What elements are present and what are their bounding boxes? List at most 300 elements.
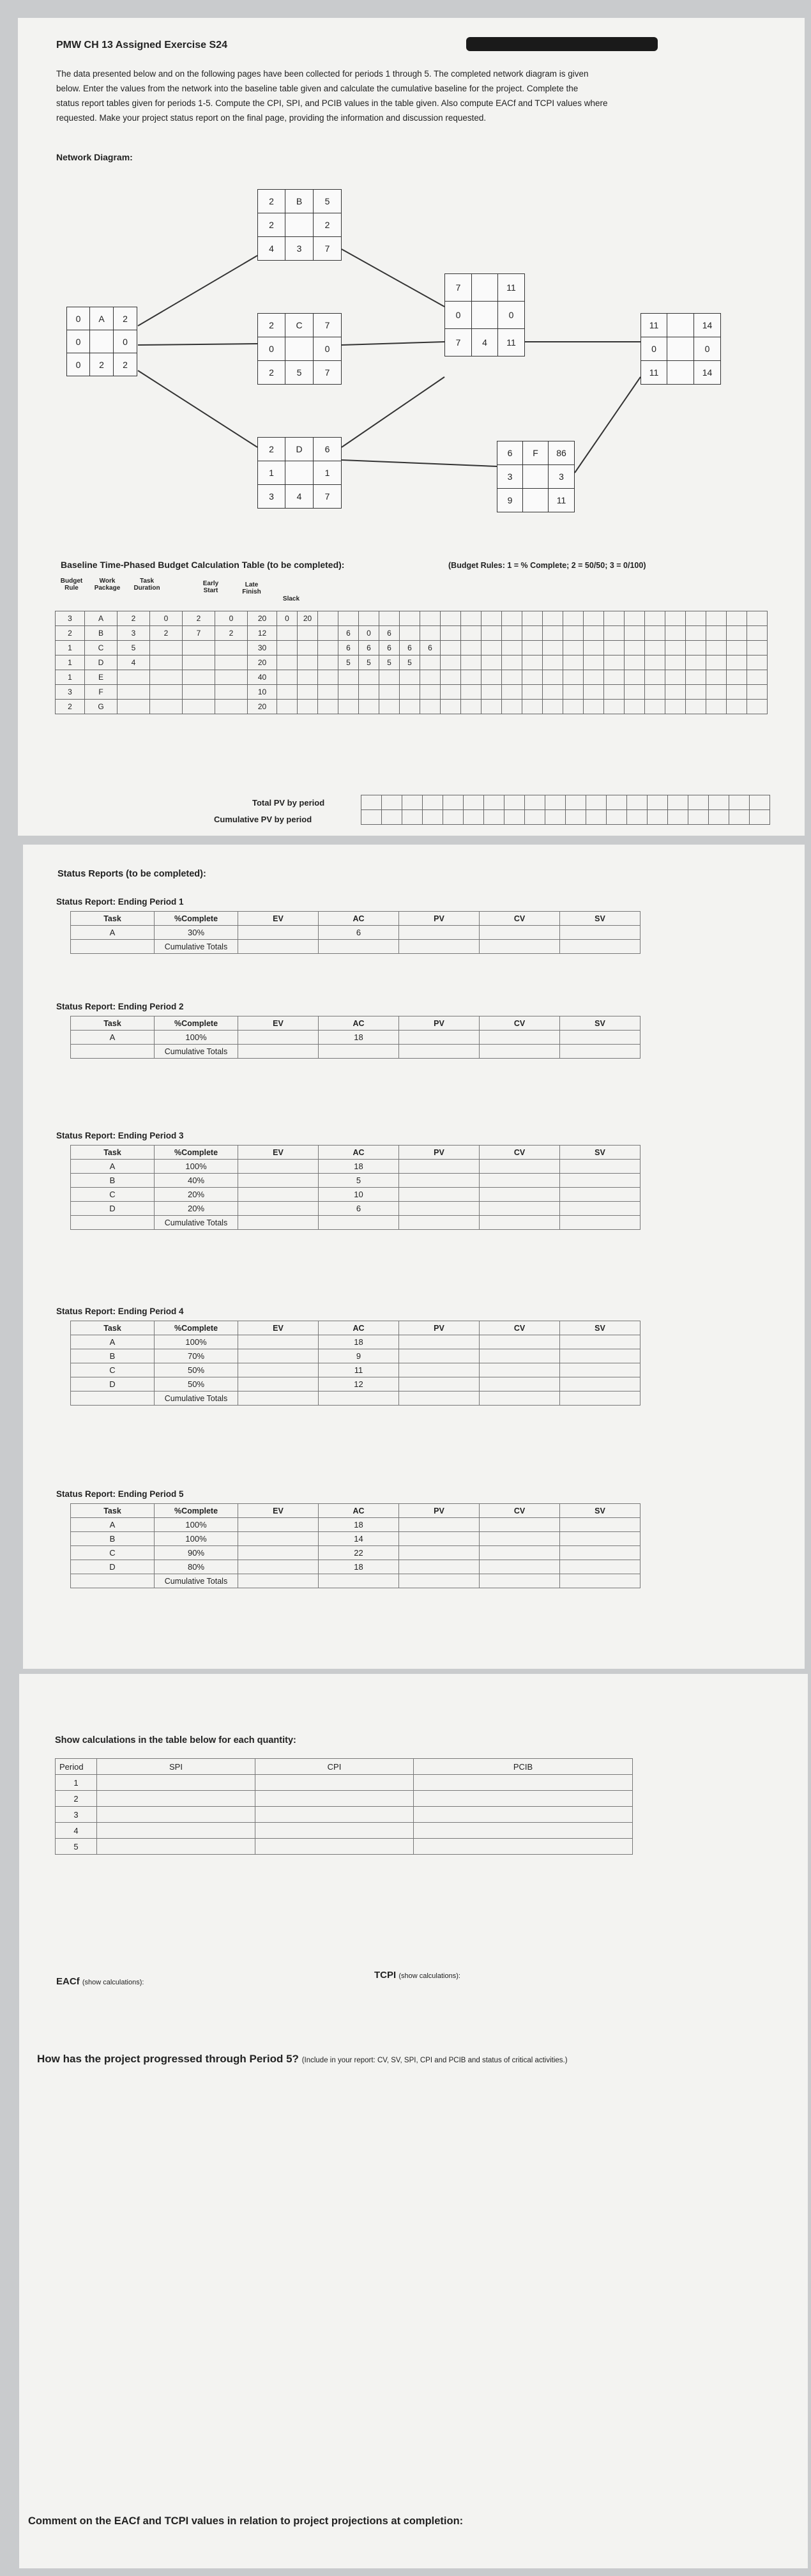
baseline-period-cell [604, 641, 625, 656]
status-cv [480, 1532, 560, 1546]
status-pv [399, 1349, 480, 1363]
baseline-period-cell [645, 656, 665, 670]
node-a-id: A [89, 307, 114, 330]
baseline-work-package: C [85, 641, 117, 656]
status-ev [238, 1160, 319, 1174]
status-header-col_ev: EV [238, 1016, 319, 1031]
baseline-period-cell [645, 626, 665, 641]
status-header-col_pct: %Complete [155, 1016, 238, 1031]
status-pv [399, 1160, 480, 1174]
pv-row [361, 795, 770, 810]
status-pv [399, 1560, 480, 1574]
baseline-period-cell [543, 611, 563, 626]
node-c-ef: 7 [313, 313, 342, 337]
baseline-period-cell [400, 670, 420, 685]
baseline-period-cell [625, 670, 645, 685]
status-report-table [70, 1145, 640, 1230]
status-row [71, 1518, 640, 1532]
status-header-col_sv: SV [560, 912, 640, 926]
intro-line: requested. Make your project status report on the final page, providing the information and discussion requested. [56, 113, 487, 123]
node-a-ef: 2 [113, 307, 137, 330]
status-cum-cell [480, 940, 560, 954]
status-ac: 5 [319, 1174, 399, 1188]
eac-note: (show calculations): [82, 1979, 144, 1986]
baseline-row [56, 685, 768, 700]
baseline-slack [215, 656, 248, 670]
status-cum-cell [480, 1392, 560, 1406]
node-f-slack-center [522, 464, 549, 489]
baseline-period-cell [277, 700, 298, 714]
baseline-budget-rule: 1 [56, 670, 85, 685]
baseline-period-cell [481, 641, 502, 656]
baseline-period-cell [338, 700, 359, 714]
status-ev [238, 1174, 319, 1188]
pv-cell [750, 795, 770, 810]
pv-cell [484, 810, 504, 825]
node-f-slack-right: 3 [548, 464, 575, 489]
status-pct: 80% [155, 1560, 238, 1574]
status-cum-label: Cumulative Totals [155, 940, 238, 954]
status-row [71, 1532, 640, 1546]
baseline-period-cell [298, 626, 318, 641]
baseline-period-cell [706, 641, 727, 656]
node-f-slack-left: 3 [497, 464, 523, 489]
calc-pcib [414, 1807, 633, 1823]
status-cv [480, 1363, 560, 1377]
baseline-period-cell [441, 626, 461, 641]
baseline-period-cell [584, 685, 604, 700]
node-a-es: 0 [66, 307, 90, 330]
status-header-col_ac: AC [319, 1146, 399, 1160]
node-a-slack-right: 0 [113, 330, 137, 353]
node-c-ls: 2 [257, 360, 285, 385]
baseline-period-cell [481, 626, 502, 641]
baseline-period-cell: 0 [359, 626, 379, 641]
baseline-period-cell [522, 685, 543, 700]
pv-cell [402, 795, 423, 810]
status-pv [399, 1377, 480, 1392]
pv-cell [464, 810, 484, 825]
pv-cell [709, 810, 729, 825]
baseline-slack [215, 700, 248, 714]
pv-cell [443, 795, 464, 810]
node-g-es: 11 [640, 313, 667, 337]
baseline-work-package: D [85, 656, 117, 670]
baseline-slack [215, 670, 248, 685]
status-report-table [70, 911, 640, 954]
baseline-period-cell [706, 685, 727, 700]
baseline-period-cell [645, 685, 665, 700]
report-comment: Comment on the EACf and TCPI values in relation to project projections at completion: [28, 2515, 464, 2527]
status-pv [399, 1532, 480, 1546]
baseline-task-duration: 4 [117, 656, 150, 670]
baseline-slack [215, 685, 248, 700]
node-e-lf: 11 [497, 328, 525, 356]
calc-spi [97, 1823, 255, 1839]
node-c-duration: 5 [285, 360, 314, 385]
baseline-period-cell [522, 670, 543, 685]
baseline-budget: 20 [248, 611, 277, 626]
calc-header-pcib: PCIB [414, 1759, 633, 1775]
node-c-id: C [285, 313, 314, 337]
status-task: C [71, 1363, 155, 1377]
baseline-period-cell [502, 641, 522, 656]
baseline-early-start [150, 670, 183, 685]
pv-row [361, 810, 770, 825]
pv-cell [607, 795, 627, 810]
baseline-period-cell [461, 685, 481, 700]
node-d-lf: 7 [313, 484, 342, 509]
edge-a-d [138, 371, 257, 447]
baseline-budget-rule: 3 [56, 685, 85, 700]
baseline-period-cell [400, 626, 420, 641]
calc-cpi [255, 1839, 414, 1855]
node-c-es: 2 [257, 313, 285, 337]
node-e-es: 7 [444, 273, 472, 302]
node-e-slack-right: 0 [497, 301, 525, 329]
status-ev [238, 1349, 319, 1363]
status-header-col_task: Task [71, 1016, 155, 1031]
status-pv [399, 1363, 480, 1377]
status-pv [399, 1518, 480, 1532]
node-b-es: 2 [257, 189, 285, 213]
baseline-period-cell [277, 626, 298, 641]
baseline-period-cell [318, 611, 338, 626]
pv-cell [382, 810, 402, 825]
status-cum-cell [399, 940, 480, 954]
pv-cell [484, 795, 504, 810]
status-header-col_sv: SV [560, 1504, 640, 1518]
status-cum-blank [71, 940, 155, 954]
status-cum-cell [560, 1045, 640, 1059]
baseline-early-start [150, 641, 183, 656]
node-f-id: F [522, 441, 549, 465]
baseline-period-cell [645, 670, 665, 685]
header-budget-rule: Budget Rule [60, 578, 83, 592]
baseline-period-cell [543, 656, 563, 670]
status-header-col_cv: CV [480, 1016, 560, 1031]
pv-cell [627, 795, 648, 810]
node-b-slack-right: 2 [313, 213, 342, 237]
baseline-period-cell [665, 670, 686, 685]
status-row [71, 1363, 640, 1377]
baseline-period-cell [318, 626, 338, 641]
header-early-start: Early Start [202, 580, 219, 594]
pv-cell [443, 810, 464, 825]
baseline-period-cell [298, 641, 318, 656]
status-cum-cell [399, 1574, 480, 1588]
node-a-slack-left: 0 [66, 330, 90, 353]
eac-label: EACf (show calculations): [56, 1976, 144, 1987]
calc-header-cpi: CPI [255, 1759, 414, 1775]
baseline-period-cell [584, 670, 604, 685]
pv-cell [750, 810, 770, 825]
status-sv [560, 1546, 640, 1560]
baseline-period-cell [665, 611, 686, 626]
baseline-period-cell: 6 [400, 641, 420, 656]
status-header-col_pct: %Complete [155, 1504, 238, 1518]
status-header-row [71, 912, 640, 926]
header-late-finish: Late Finish [242, 581, 261, 595]
baseline-period-cell [338, 611, 359, 626]
status-cv [480, 1560, 560, 1574]
baseline-period-cell [400, 685, 420, 700]
baseline-task-duration: 5 [117, 641, 150, 656]
baseline-period-cell: 0 [277, 611, 298, 626]
status-sv [560, 926, 640, 940]
status-cv [480, 1377, 560, 1392]
baseline-period-cell [379, 670, 400, 685]
status-header-col_task: Task [71, 1146, 155, 1160]
status-cum-cell [319, 940, 399, 954]
status-sv [560, 1335, 640, 1349]
calc-row [56, 1823, 633, 1839]
status-cum-cell [560, 1216, 640, 1230]
pv-cell [729, 810, 750, 825]
baseline-period-cell [727, 641, 747, 656]
status-cv [480, 1349, 560, 1363]
status-sv [560, 1031, 640, 1045]
baseline-early-start: 0 [150, 611, 183, 626]
status-pct: 100% [155, 1532, 238, 1546]
baseline-period-cell [686, 641, 706, 656]
baseline-period-cell [298, 700, 318, 714]
tcpi-label: TCPI (show calculations): [374, 1970, 460, 1981]
node-f-ef: 86 [548, 441, 575, 465]
pv-cell [545, 795, 566, 810]
baseline-period-cell [665, 626, 686, 641]
pv-cell [648, 795, 668, 810]
baseline-early-start [150, 656, 183, 670]
calc-row [56, 1839, 633, 1855]
calc-row [56, 1791, 633, 1807]
baseline-period-cell [747, 700, 768, 714]
status-header-col_task: Task [71, 912, 155, 926]
baseline-period-cell [686, 670, 706, 685]
status-sv [560, 1560, 640, 1574]
baseline-period-cell [543, 626, 563, 641]
node-g-slack-left: 0 [640, 337, 667, 361]
status-cumulative-row [71, 1216, 640, 1230]
status-pv [399, 1031, 480, 1045]
calc-row [56, 1807, 633, 1823]
status-header-row [71, 1146, 640, 1160]
calc-spi [97, 1807, 255, 1823]
status-header-col_cv: CV [480, 1504, 560, 1518]
pv-cell [688, 810, 709, 825]
baseline-slack: 2 [215, 626, 248, 641]
status-sv [560, 1202, 640, 1216]
baseline-budget: 20 [248, 656, 277, 670]
baseline-period-cell [625, 685, 645, 700]
baseline-period-cell [522, 626, 543, 641]
node-d-es: 2 [257, 437, 285, 461]
baseline-period-cell [359, 685, 379, 700]
status-cum-cell [399, 1216, 480, 1230]
status-pct: 100% [155, 1160, 238, 1174]
baseline-period-cell [645, 700, 665, 714]
status-row [71, 1377, 640, 1392]
baseline-period-cell [277, 685, 298, 700]
baseline-period-cell [461, 641, 481, 656]
baseline-period-cell [481, 685, 502, 700]
status-row [71, 1174, 640, 1188]
baseline-period-cell [747, 641, 768, 656]
baseline-work-package: A [85, 611, 117, 626]
node-b-ef: 5 [313, 189, 342, 213]
baseline-period-cell [502, 670, 522, 685]
status-ev [238, 1031, 319, 1045]
calc-period: 3 [56, 1807, 97, 1823]
node-g-lf: 14 [694, 360, 721, 385]
report-question: How has the project progressed through Period 5? (Include in your report: CV, SV, SPI, CPI and PCIB and status of critical activities.) [37, 2053, 568, 2065]
node-e-duration: 4 [471, 328, 498, 356]
status-task: C [71, 1188, 155, 1202]
node-f-lf: 11 [548, 488, 575, 512]
status-task: C [71, 1546, 155, 1560]
baseline-row [56, 641, 768, 656]
baseline-period-cell: 6 [338, 626, 359, 641]
status-report-title: Status Report: Ending Period 5 [56, 1489, 184, 1499]
pv-rows [361, 795, 770, 825]
baseline-row [56, 626, 768, 641]
status-header-row [71, 1504, 640, 1518]
baseline-period-cell [420, 611, 441, 626]
baseline-period-cell [522, 611, 543, 626]
status-ac: 18 [319, 1560, 399, 1574]
node-g-slack-center [667, 337, 694, 361]
status-task: D [71, 1560, 155, 1574]
calc-period: 5 [56, 1839, 97, 1855]
status-ev [238, 1363, 319, 1377]
baseline-period-cell [604, 656, 625, 670]
calc-spi [97, 1791, 255, 1807]
baseline-period-cell [563, 685, 584, 700]
node-g-ef: 14 [694, 313, 721, 337]
status-ac: 9 [319, 1349, 399, 1363]
baseline-table [55, 611, 768, 714]
status-row [71, 1335, 640, 1349]
node-d-slack-right: 1 [313, 461, 342, 485]
status-pct: 50% [155, 1363, 238, 1377]
baseline-period-cell [727, 685, 747, 700]
status-title: Status Reports (to be completed): [57, 869, 206, 879]
baseline-period-cell [727, 670, 747, 685]
calc-spi [97, 1775, 255, 1791]
status-cum-cell [480, 1216, 560, 1230]
baseline-period-cell [584, 700, 604, 714]
baseline-period-cell [665, 685, 686, 700]
intro-line: The data presented below and on the following pages have been collected for periods 1 through 5. The completed network diagram is given [56, 69, 589, 79]
baseline-period-cell [318, 641, 338, 656]
baseline-late-finish [183, 685, 215, 700]
status-sv [560, 1532, 640, 1546]
calc-cpi [255, 1775, 414, 1791]
node-g-duration [667, 360, 694, 385]
node-d-slack-center [285, 461, 314, 485]
baseline-period-cell [441, 611, 461, 626]
status-header-col_ac: AC [319, 1504, 399, 1518]
status-header-col_ev: EV [238, 1321, 319, 1335]
pv-cell [402, 810, 423, 825]
status-row [71, 1188, 640, 1202]
status-ev [238, 1377, 319, 1392]
baseline-title: Baseline Time-Phased Budget Calculation Table (to be completed): [61, 560, 345, 570]
baseline-period-cell [420, 656, 441, 670]
baseline-period-cell [420, 700, 441, 714]
status-header-col_ac: AC [319, 1016, 399, 1031]
baseline-task-duration [117, 700, 150, 714]
baseline-period-cell [298, 656, 318, 670]
status-sv [560, 1518, 640, 1532]
status-cum-cell [319, 1045, 399, 1059]
status-header-col_pv: PV [399, 1504, 480, 1518]
status-task: B [71, 1349, 155, 1363]
baseline-period-cell [727, 700, 747, 714]
baseline-period-cell [584, 656, 604, 670]
baseline-row [56, 670, 768, 685]
baseline-period-cell [665, 656, 686, 670]
status-task: A [71, 1160, 155, 1174]
node-g-id [667, 313, 694, 337]
baseline-budget: 20 [248, 700, 277, 714]
pv-cell [504, 795, 525, 810]
node-d-slack-left: 1 [257, 461, 285, 485]
node-c-slack-left: 0 [257, 337, 285, 361]
report-question-note: (Include in your report: CV, SV, SPI, CPI and PCIB and status of critical activities.) [301, 2057, 568, 2064]
node-e-id [471, 273, 498, 302]
intro-line: below. Enter the values from the network into the baseline table given and calculate the cumulative baseline for the project. Complete the [56, 84, 579, 93]
baseline-period-cell [625, 656, 645, 670]
baseline-period-cell [543, 700, 563, 714]
status-header-col_ac: AC [319, 912, 399, 926]
node-d-ls: 3 [257, 484, 285, 509]
status-cum-cell [238, 1574, 319, 1588]
baseline-work-package: E [85, 670, 117, 685]
node-a-lf: 2 [113, 353, 137, 376]
baseline-early-start [150, 685, 183, 700]
budget-rules: (Budget Rules: 1 = % Complete; 2 = 50/50; 3 = 0/100) [448, 561, 646, 570]
status-ev [238, 1546, 319, 1560]
pv-cell [361, 810, 382, 825]
baseline-task-duration [117, 685, 150, 700]
status-cum-blank [71, 1045, 155, 1059]
status-task: A [71, 926, 155, 940]
baseline-period-cell [441, 700, 461, 714]
baseline-period-cell: 6 [379, 641, 400, 656]
baseline-period-cell [686, 700, 706, 714]
intro-line: status report tables given for periods 1-5. Compute the CPI, SPI, and PCIB values in the table given. Also compute EACf and TCPI values where [56, 98, 608, 108]
baseline-period-cell: 20 [298, 611, 318, 626]
node-b-duration: 3 [285, 236, 314, 261]
status-pct: 40% [155, 1174, 238, 1188]
baseline-period-cell: 5 [359, 656, 379, 670]
node-a-duration: 2 [89, 353, 114, 376]
baseline-period-cell [481, 700, 502, 714]
baseline-period-cell [543, 685, 563, 700]
baseline-budget: 40 [248, 670, 277, 685]
calc-row [56, 1775, 633, 1791]
status-cum-label: Cumulative Totals [155, 1574, 238, 1588]
status-pct: 90% [155, 1546, 238, 1560]
status-cum-cell [399, 1392, 480, 1406]
node-b-lf: 7 [313, 236, 342, 261]
status-header-col_ev: EV [238, 1504, 319, 1518]
baseline-budget: 30 [248, 641, 277, 656]
status-pv [399, 926, 480, 940]
baseline-period-cell [481, 611, 502, 626]
header-work-package: Work Package [94, 578, 121, 592]
